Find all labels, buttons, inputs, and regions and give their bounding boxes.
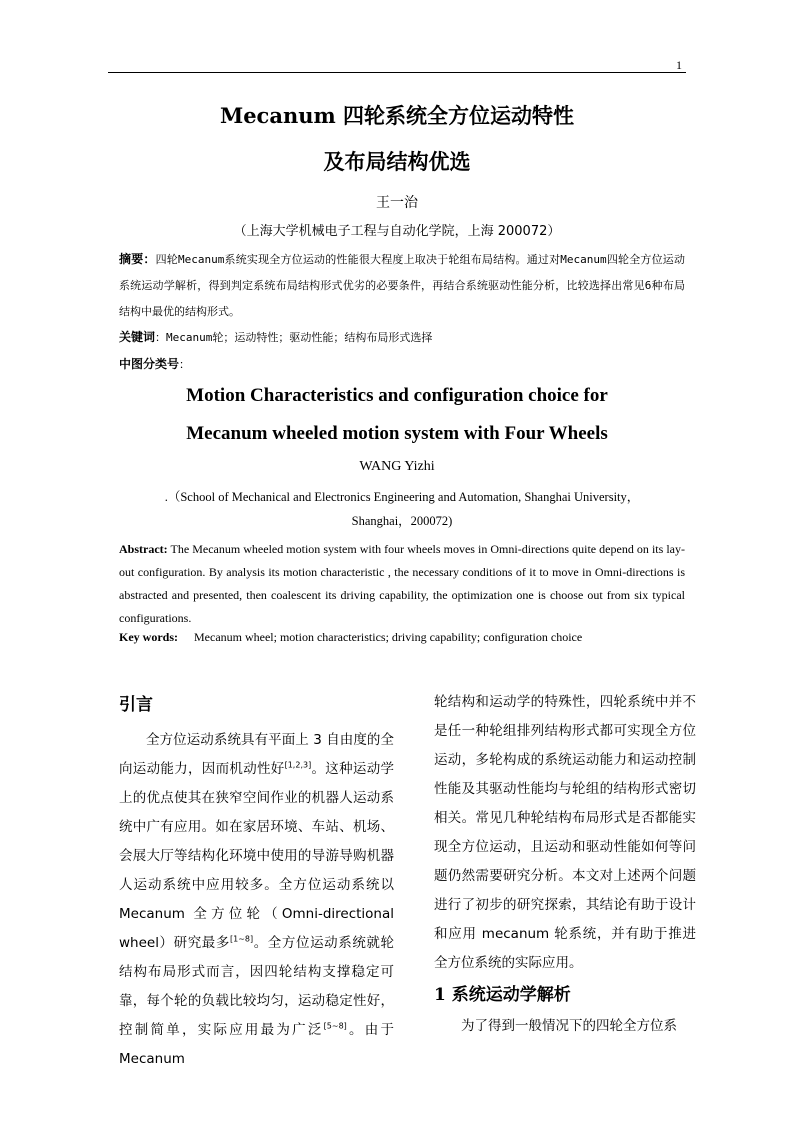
- section-1-heading: 1 系统运动学解析: [434, 985, 571, 1005]
- intro-text-b: 。这种运动学上的优点使其在狭窄空间作业的机器人运动系统中广有应用。如在家居环境、车站、机场、会展大厅等结构化环境中使用的导游导购机器人运动系统中应用较多。全方位运动系统以 Mecanum 全方位轮（Omni-directional wheel）研究最多: [119, 761, 394, 951]
- intro-text-c: 。全方位运动系统就轮结构布局形式而言，因四轮结构支撑稳定可靠，每个轮的负载比较均匀，运动稳定性好，控制简单，实际应用最为广泛: [119, 935, 395, 1038]
- cn-classification-text: ：: [179, 358, 191, 371]
- cn-abstract-text: 四轮Mecanum系统实现全方位运动的性能很大程度上取决于轮组布局结构。通过对Mecanum四轮全方位运动系统运动学解析，得到判定系统布局结构形式优劣的必要条件，再结合系统驱动性能分析，比较选择出常见6种布局结构中最优的结构形式。: [119, 253, 685, 318]
- en-affiliation: [119, 485, 685, 533]
- cn-author: 王一治: [376, 195, 418, 211]
- en-author: WANG Yizhi: [359, 459, 435, 474]
- header-rule: [108, 72, 686, 73]
- en-keywords-text: Mecanum wheel; motion characteristics; driving capability; configuration choice: [194, 630, 583, 644]
- cn-keywords-label: 关键词: [119, 330, 156, 344]
- citation-ref-1: [1,2,3]: [284, 760, 312, 770]
- cn-abstract: [119, 246, 685, 325]
- citation-ref-2: [1~8]: [230, 934, 254, 944]
- cn-affiliation: （上海大学机械电子工程与自动化学院，上海 200072）: [233, 224, 561, 239]
- body-right-column: [434, 688, 696, 1041]
- en-title-line-1: Motion Characteristics and configuration choice for: [186, 385, 608, 406]
- page-number: 1: [676, 58, 682, 72]
- cn-keywords-text: ：Mecanum轮；运动特性；驱动性能；结构布局形式选择: [155, 331, 433, 344]
- intro-paragraph: [119, 726, 394, 1074]
- section-1-paragraph: 为了得到一般情况下的四轮全方位系: [461, 1018, 677, 1034]
- en-affiliation-line-2: Shanghai，200072): [351, 514, 453, 528]
- cn-title-line-2: 及布局结构优选: [323, 149, 471, 174]
- cn-keywords: [119, 328, 432, 345]
- cn-abstract-label: 摘要：: [119, 252, 156, 266]
- en-keywords-label: Key words:: [119, 630, 178, 644]
- en-abstract-label: Abstract:: [119, 542, 168, 556]
- en-abstract: [119, 538, 685, 630]
- en-title-line-2: Mecanum wheeled motion system with Four Wheels: [186, 423, 608, 444]
- en-keywords: [119, 630, 582, 645]
- intro-text-a: 全方位运动系统具有平面上 3 自由度的全向运动能力，因而机动性好: [119, 732, 394, 777]
- cn-classification: [119, 355, 190, 372]
- intro-heading: 引言: [119, 695, 153, 715]
- body-left-column: [119, 690, 394, 1074]
- right-paragraph: 轮结构和运动学的特殊性，四轮系统中并不是任一种轮组排列结构形式都可实现全方位运动，多轮构成的系统运动能力和运动控制性能及其驱动性能均与轮组的结构形式密切相关。常见几种轮结构布局形式是否都能实现全方位运动，且运动和驱动性能如何等问题仍然需要研究分析。本文对上述两个问题进行了初步的研究探索，其结论有助于设计和应用 mecanum 轮系统，并有助于推进全方位系统的实际应用。: [434, 694, 696, 971]
- en-affiliation-line-1: .（School of Mechanical and Electronics Engineering and Automation, Shanghai University，: [164, 490, 640, 504]
- en-abstract-text: The Mecanum wheeled motion system with four wheels moves in Omni-directions quite depend on its lay-out configuration. By analysis its motion characteristic , the necessary conditions of it to move in Omni-directions is abstracted and presented, then coalescent its driving capability, the optimization one is choose out from six typical configurations.: [119, 542, 685, 625]
- citation-ref-3: [5~8]: [323, 1021, 347, 1031]
- cn-title-line-1: Mecanum 四轮系统全方位运动特性: [219, 103, 575, 128]
- cn-classification-label: 中图分类号: [119, 357, 180, 371]
- intro-text-d: 。由于 Mecanum: [119, 1022, 395, 1067]
